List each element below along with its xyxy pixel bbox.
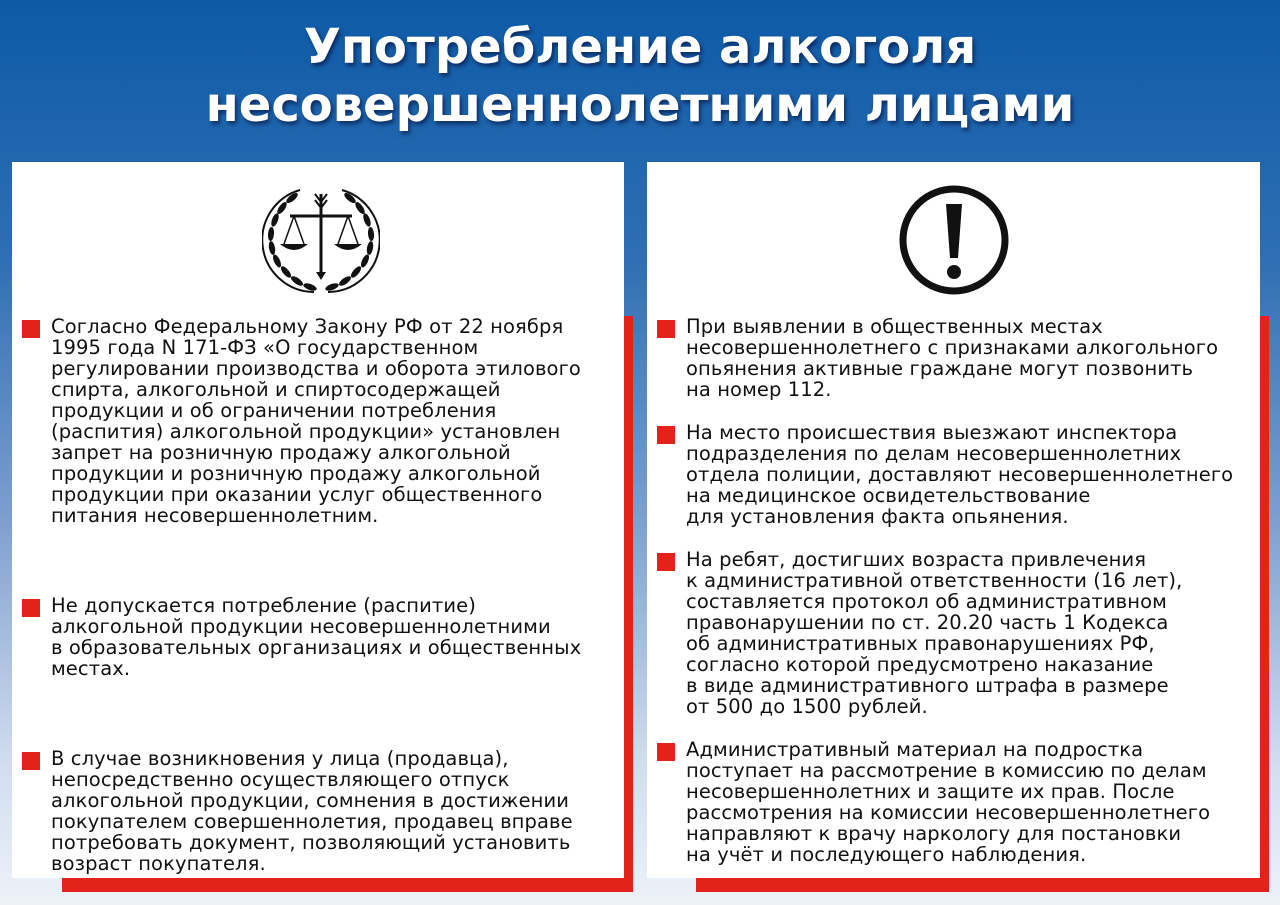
list-item-text: При выявлении в общественных местах несовершеннолетнего с признаками алкогольного опьянения активные граждане могут позвонить на номер 112. — [686, 315, 1219, 401]
title-line-2: несовершеннолетними лицами — [205, 77, 1075, 133]
red-square-bullet — [22, 752, 40, 770]
list-item — [657, 316, 1257, 400]
red-square-bullet — [657, 426, 675, 444]
list-item-text: Согласно Федеральному Закону РФ от 22 ноября 1995 года N 171-ФЗ «О государственном регулировании производства и оборота этилового спирта, алкогольной и спиртосодержащей продукции и об ограничении потребления (распития) алкогольной продукции» установлен запрет на розничную продажу алкогольной продукции и розничную продажу алкогольной продукции при оказании услуг общественного питания несовершеннолетним. — [51, 315, 581, 527]
list-item-text: Административный материал на подростка поступает на рассмотрение в комиссию по делам несовершеннолетних и защите их прав. После рассмотрения на комиссии несовершеннолетнего направляют к врачу наркологу для постановки на учёт и последующего наблюдения. — [686, 738, 1211, 866]
right-items-list — [657, 316, 1257, 865]
list-item-text: Не допускается потребление (распитие) алкогольной продукции несовершеннолетними в образовательных организациях и общественных местах. — [51, 594, 582, 680]
list-item — [22, 316, 620, 526]
title-line-1: Употребление алкоголя — [303, 19, 977, 75]
list-item — [657, 549, 1257, 717]
left-panel — [12, 162, 624, 878]
list-item — [22, 595, 620, 679]
left-items-list — [22, 316, 620, 874]
list-item-text: На ребят, достигших возраста привлечения к административной ответственности (16 лет), составляется протокол об административном правонарушении по ст. 20.20 часть 1 Кодекса об административных правонарушениях РФ, согласно которой предусмотрено наказание в виде административного штрафа в размере от 500 до 1500 рублей. — [686, 548, 1183, 718]
list-item — [657, 422, 1257, 527]
red-square-bullet — [657, 320, 675, 338]
right-panel — [647, 162, 1260, 878]
red-square-bullet — [22, 599, 40, 617]
page-title — [0, 18, 1280, 134]
list-item — [22, 748, 620, 874]
list-item-text: В случае возникновения у лица (продавца), непосредственно осуществляющего отпуск алкогольной продукции, сомнения в достижении покупателем совершеннолетия, продавец вправе потребовать документ, позволяющий установить возраст покупателя. — [51, 747, 573, 875]
exclamation-circle-icon — [898, 184, 1010, 296]
red-square-bullet — [22, 320, 40, 338]
scales-of-justice-icon — [262, 180, 380, 298]
red-square-bullet — [657, 743, 675, 761]
list-item — [657, 739, 1257, 865]
list-item-text: На место происшествия выезжают инспектора подразделения по делам несовершеннолетних отдела полиции, доставляют несовершеннолетнего на медицинское освидетельствование для установления факта опьянения. — [686, 421, 1234, 528]
red-square-bullet — [657, 553, 675, 571]
